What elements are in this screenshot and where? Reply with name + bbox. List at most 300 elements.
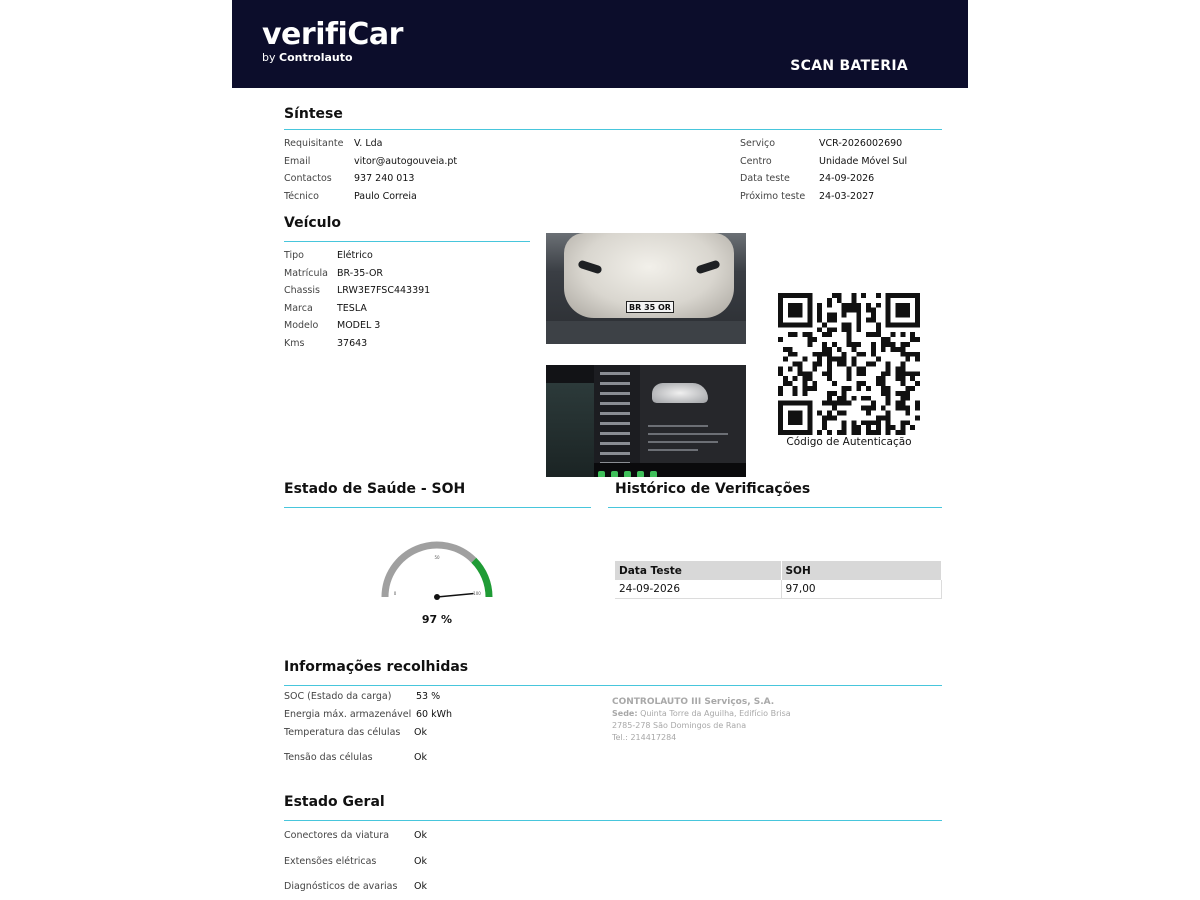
- qr-module: [827, 391, 832, 396]
- qr-module: [876, 357, 881, 362]
- qr-module: [798, 401, 803, 406]
- qr-module: [798, 362, 803, 367]
- qr-module: [827, 401, 832, 406]
- field-label: Centro: [740, 155, 772, 167]
- qr-module: [812, 362, 817, 367]
- qr-module: [905, 391, 910, 396]
- table-row: [615, 580, 942, 598]
- qr-module: [915, 317, 920, 322]
- qr-module: [842, 396, 847, 401]
- qr-module: [847, 366, 852, 371]
- qr-module: [817, 303, 822, 308]
- qr-module: [905, 396, 910, 401]
- qr-module: [788, 411, 793, 416]
- qr-module: [802, 332, 807, 337]
- qr-module: [827, 313, 832, 318]
- qr-module: [851, 342, 856, 347]
- qr-module: [896, 303, 901, 308]
- veiculo-row: [284, 317, 430, 335]
- qr-module: [788, 322, 793, 327]
- field-label: Contactos: [284, 173, 332, 184]
- qr-module: [851, 430, 856, 435]
- qr-module: [896, 406, 901, 411]
- qr-module: [802, 293, 807, 298]
- veiculo-rule: [284, 241, 530, 242]
- sintese-left-list: [284, 135, 457, 205]
- qr-module: [900, 352, 905, 357]
- qr-module: [778, 293, 783, 298]
- field-label: Próximo teste: [740, 190, 806, 202]
- qr-module: [886, 322, 891, 327]
- sintese-title: Síntese: [284, 106, 343, 122]
- qr-module: [798, 415, 803, 420]
- qr-module: [851, 308, 856, 313]
- field-label: Data teste: [740, 173, 790, 184]
- qr-module: [842, 391, 847, 396]
- field-label: Temperatura das células: [284, 727, 401, 738]
- qr-module: [807, 313, 812, 318]
- qr-module: [861, 293, 866, 298]
- qr-module: [856, 308, 861, 313]
- qr-module: [832, 293, 837, 298]
- veiculo-row: [284, 300, 430, 318]
- qr-module: [896, 430, 901, 435]
- dashboard-screen-photo: [546, 365, 746, 477]
- qr-module: [886, 386, 891, 391]
- qr-module: [847, 303, 852, 308]
- field-value: Paulo Correia: [354, 190, 417, 202]
- qr-module: [915, 322, 920, 327]
- qr-module: [891, 322, 896, 327]
- qr-module: [866, 420, 871, 425]
- qr-module: [793, 376, 798, 381]
- qr-module: [842, 411, 847, 416]
- qr-module: [793, 420, 798, 425]
- qr-module: [793, 303, 798, 308]
- headlight-left: [577, 259, 602, 274]
- qr-module: [856, 322, 861, 327]
- info-row: [284, 749, 452, 767]
- sintese-row: [740, 153, 907, 171]
- qr-module: [886, 425, 891, 430]
- qr-module: [778, 366, 783, 371]
- qr-module: [807, 411, 812, 416]
- field-value: Ok: [414, 881, 427, 892]
- qr-module: [886, 342, 891, 347]
- field-label: Kms: [284, 337, 305, 349]
- qr-module: [915, 298, 920, 303]
- qr-module: [871, 342, 876, 347]
- qr-module: [788, 430, 793, 435]
- qr-module: [807, 293, 812, 298]
- qr-module: [900, 293, 905, 298]
- qr-module: [778, 420, 783, 425]
- qr-module: [807, 386, 812, 391]
- qr-module: [876, 425, 881, 430]
- qr-module: [881, 386, 886, 391]
- qr-module: [851, 298, 856, 303]
- qr-module: [842, 313, 847, 318]
- qr-module: [876, 376, 881, 381]
- qr-module: [851, 425, 856, 430]
- logo-text: verifiCar: [262, 17, 403, 52]
- field-label: Tensão das células: [284, 752, 373, 763]
- qr-module: [915, 401, 920, 406]
- qr-module: [856, 352, 861, 357]
- qr-module: [798, 430, 803, 435]
- qr-module: [900, 366, 905, 371]
- field-label: Marca: [284, 302, 313, 314]
- qr-module: [886, 317, 891, 322]
- qr-module: [886, 366, 891, 371]
- field-label: Extensões elétricas: [284, 855, 377, 867]
- screen-camera-view: [546, 383, 596, 477]
- qr-module: [783, 293, 788, 298]
- qr-module: [807, 342, 812, 347]
- qr-module: [783, 401, 788, 406]
- qr-module: [847, 386, 852, 391]
- qr-module: [851, 303, 856, 308]
- qr-module: [900, 371, 905, 376]
- qr-module: [910, 371, 915, 376]
- qr-module: [871, 401, 876, 406]
- qr-module: [856, 303, 861, 308]
- qr-module: [837, 430, 842, 435]
- qr-module: [822, 347, 827, 352]
- qr-module: [812, 337, 817, 342]
- qr-module: [896, 376, 901, 381]
- veiculo-title: Veículo: [284, 215, 342, 231]
- qr-module: [847, 337, 852, 342]
- qr-module: [827, 411, 832, 416]
- qr-module: [910, 425, 915, 430]
- qr-module: [891, 347, 896, 352]
- qr-module: [822, 322, 827, 327]
- qr-module: [847, 322, 852, 327]
- qr-module: [837, 411, 842, 416]
- qr-module: [788, 313, 793, 318]
- qr-module: [896, 371, 901, 376]
- qr-module: [856, 342, 861, 347]
- qr-module: [851, 347, 856, 352]
- qr-module: [832, 327, 837, 332]
- qr-module: [915, 308, 920, 313]
- qr-module: [871, 420, 876, 425]
- qr-module: [778, 386, 783, 391]
- qr-module: [856, 327, 861, 332]
- qr-module: [793, 313, 798, 318]
- qr-module: [876, 420, 881, 425]
- qr-module: [817, 430, 822, 435]
- field-value: V. Lda: [354, 138, 383, 149]
- qr-module: [802, 322, 807, 327]
- field-value: MODEL 3: [337, 320, 381, 331]
- qr-module: [915, 415, 920, 420]
- qr-module: [832, 381, 837, 386]
- field-value: Elétrico: [337, 250, 373, 261]
- qr-module: [807, 298, 812, 303]
- historico-rule: [608, 507, 942, 508]
- qr-module: [788, 366, 793, 371]
- qr-module: [802, 381, 807, 386]
- qr-module: [827, 371, 832, 376]
- qr-module: [881, 337, 886, 342]
- qr-module: [866, 430, 871, 435]
- geral-list: [284, 823, 427, 900]
- qr-module: [905, 386, 910, 391]
- qr-module: [861, 396, 866, 401]
- qr-module: [793, 430, 798, 435]
- screen-car-image: [652, 383, 708, 403]
- qr-module: [881, 347, 886, 352]
- qr-module: [842, 362, 847, 367]
- qr-module: [832, 406, 837, 411]
- qr-module: [822, 352, 827, 357]
- qr-module: [842, 357, 847, 362]
- qr-module: [798, 371, 803, 376]
- qr-module: [783, 381, 788, 386]
- qr-module: [798, 303, 803, 308]
- qr-module: [881, 376, 886, 381]
- gauge-track: [385, 545, 474, 597]
- qr-module: [856, 317, 861, 322]
- company-tel: Tel.: 214417284: [612, 733, 677, 742]
- qr-module: [886, 371, 891, 376]
- qr-module: [788, 401, 793, 406]
- qr-module: [793, 391, 798, 396]
- qr-module: [886, 298, 891, 303]
- qr-module: [866, 396, 871, 401]
- qr-module: [896, 322, 901, 327]
- qr-module: [861, 406, 866, 411]
- qr-module: [837, 362, 842, 367]
- qr-module: [900, 381, 905, 386]
- qr-module: [886, 391, 891, 396]
- qr-module: [778, 298, 783, 303]
- qr-module: [886, 411, 891, 416]
- qr-module: [876, 303, 881, 308]
- qr-module: [896, 391, 901, 396]
- field-label: Conectores da viatura: [284, 830, 390, 841]
- table-header-row: [615, 561, 942, 580]
- qr-module: [812, 352, 817, 357]
- qr-module: [832, 415, 837, 420]
- qr-module: [876, 293, 881, 298]
- qr-module: [915, 337, 920, 342]
- qr-module: [793, 411, 798, 416]
- qr-module: [827, 415, 832, 420]
- qr-module: [788, 415, 793, 420]
- gauge-min-label: 0: [393, 591, 397, 596]
- qr-module: [783, 376, 788, 381]
- qr-module: [837, 357, 842, 362]
- qr-module: [788, 352, 793, 357]
- qr-module: [900, 362, 905, 367]
- qr-module: [778, 430, 783, 435]
- qr-module: [866, 425, 871, 430]
- field-label: Diagnósticos de avarias: [284, 881, 398, 892]
- field-value: Unidade Móvel Sul: [819, 155, 908, 167]
- qr-module: [900, 376, 905, 381]
- qr-module: [807, 415, 812, 420]
- qr-module: [778, 425, 783, 430]
- qr-module: [876, 322, 881, 327]
- qr-module: [817, 313, 822, 318]
- qr-module: [900, 406, 905, 411]
- screen-taskbar: [594, 463, 746, 477]
- veiculo-list: [284, 247, 430, 352]
- qr-module: [905, 293, 910, 298]
- qr-module: [910, 337, 915, 342]
- qr-module: [802, 391, 807, 396]
- info-row: [284, 724, 452, 742]
- qr-module: [856, 425, 861, 430]
- company-address: Quinta Torre da Aguilha, Edifício Brisa: [637, 709, 791, 718]
- qr-module: [886, 303, 891, 308]
- qr-module: [905, 322, 910, 327]
- qr-module: [842, 308, 847, 313]
- qr-module: [915, 357, 920, 362]
- field-value: Ok: [414, 855, 427, 867]
- qr-module: [910, 322, 915, 327]
- qr-module: [856, 381, 861, 386]
- qr-module: [832, 401, 837, 406]
- qr-module: [891, 293, 896, 298]
- qr-module: [807, 337, 812, 342]
- qr-module: [788, 303, 793, 308]
- qr-module: [783, 322, 788, 327]
- qr-module: [915, 303, 920, 308]
- qr-module: [905, 357, 910, 362]
- headlight-right: [695, 259, 720, 274]
- qr-module: [910, 293, 915, 298]
- field-label: Serviço: [740, 138, 776, 149]
- qr-module: [861, 371, 866, 376]
- sintese-row: [284, 170, 457, 188]
- soh-gauge: [372, 532, 502, 612]
- qr-module: [778, 411, 783, 416]
- company-address-line: [612, 708, 791, 720]
- qr-module: [866, 332, 871, 337]
- geral-row: [284, 823, 427, 849]
- informacoes-rule: [284, 685, 942, 686]
- veiculo-row: [284, 335, 430, 353]
- field-value: TESLA: [337, 302, 367, 314]
- qr-module: [871, 406, 876, 411]
- qr-module: [798, 293, 803, 298]
- qr-code-icon: [778, 293, 920, 435]
- qr-module: [778, 317, 783, 322]
- qr-module: [798, 308, 803, 313]
- qr-module: [817, 362, 822, 367]
- qr-module: [807, 376, 812, 381]
- sintese-row: [284, 188, 457, 206]
- qr-module: [842, 303, 847, 308]
- qr-module: [886, 420, 891, 425]
- qr-module: [915, 293, 920, 298]
- gauge-mid-label: 50: [434, 555, 440, 560]
- qr-module: [812, 386, 817, 391]
- qr-module: [851, 396, 856, 401]
- qr-module: [802, 430, 807, 435]
- qr-module: [886, 313, 891, 318]
- qr-module: [837, 293, 842, 298]
- qr-module: [866, 303, 871, 308]
- qr-module: [798, 366, 803, 371]
- company-info: [612, 696, 791, 744]
- qr-module: [827, 366, 832, 371]
- company-postal: 2785-278 São Domingos de Rana: [612, 721, 747, 730]
- qr-module: [900, 425, 905, 430]
- qr-module: [788, 293, 793, 298]
- qr-module: [837, 396, 842, 401]
- qr-module: [778, 401, 783, 406]
- qr-module: [788, 308, 793, 313]
- qr-module: [822, 332, 827, 337]
- qr-module: [915, 381, 920, 386]
- qr-module: [842, 386, 847, 391]
- geral-rule: [284, 820, 942, 821]
- qr-module: [827, 396, 832, 401]
- qr-module: [886, 396, 891, 401]
- qr-module: [827, 357, 832, 362]
- historico-title: Histórico de Verificações: [615, 481, 811, 497]
- company-name: CONTROLAUTO III Serviços, S.A.: [612, 697, 775, 707]
- qr-module: [851, 357, 856, 362]
- qr-module: [798, 322, 803, 327]
- qr-module: [847, 401, 852, 406]
- qr-module: [900, 322, 905, 327]
- sintese-row: [284, 135, 457, 153]
- qr-module: [896, 308, 901, 313]
- qr-module: [896, 401, 901, 406]
- qr-module: [842, 322, 847, 327]
- qr-module: [905, 411, 910, 416]
- qr-module: [793, 322, 798, 327]
- qr-module: [866, 308, 871, 313]
- qr-module: [910, 386, 915, 391]
- column-header: Data Teste: [615, 561, 781, 580]
- qr-module: [847, 327, 852, 332]
- ground: [546, 321, 746, 344]
- field-label: Chassis: [284, 285, 320, 296]
- qr-caption: Código de Autenticação: [786, 436, 912, 448]
- qr-module: [832, 391, 837, 396]
- qr-module: [778, 313, 783, 318]
- qr-module: [900, 313, 905, 318]
- gauge-max-label: 100: [473, 591, 481, 596]
- qr-module: [866, 411, 871, 416]
- qr-module: [778, 415, 783, 420]
- field-value: vitor@autogouveia.pt: [354, 155, 458, 167]
- qr-module: [891, 332, 896, 337]
- qr-module: [778, 308, 783, 313]
- qr-module: [793, 332, 798, 337]
- qr-module: [802, 386, 807, 391]
- qr-module: [807, 425, 812, 430]
- qr-module: [827, 303, 832, 308]
- qr-module: [900, 342, 905, 347]
- qr-module: [876, 430, 881, 435]
- qr-module: [822, 342, 827, 347]
- field-value: 37643: [337, 337, 368, 349]
- qr-module: [896, 293, 901, 298]
- field-value: BR-35-OR: [337, 267, 384, 279]
- qr-module: [871, 362, 876, 367]
- geral-row: [284, 849, 427, 875]
- qr-module: [876, 327, 881, 332]
- qr-module: [871, 352, 876, 357]
